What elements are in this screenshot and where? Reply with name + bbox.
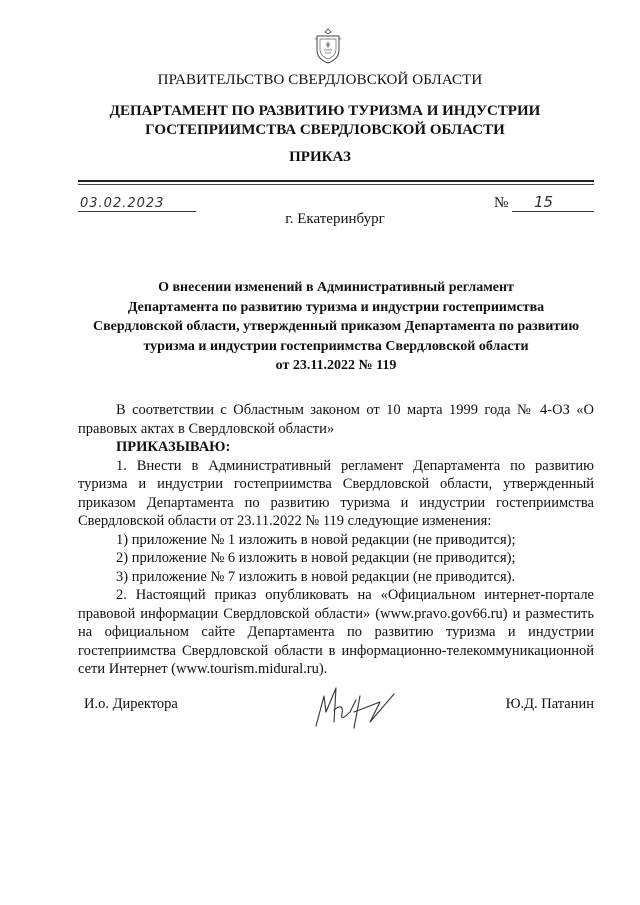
title-line: туризма и индустрии гостеприимства Свердловской области	[143, 338, 529, 354]
title-line: от 23.11.2022 № 119	[275, 358, 397, 373]
government-name: ПРАВИТЕЛЬСТВО СВЕРДЛОВСКОЙ ОБЛАСТИ	[157, 72, 483, 88]
title-line: О внесении изменений в Административный регламент	[158, 280, 514, 295]
signatory-name: Ю.Д. Патанин	[505, 696, 594, 712]
coat-of-arms-icon	[314, 28, 342, 64]
header-divider-thin	[78, 184, 594, 185]
sub-item-3: 3) приложение № 7 изложить в новой редакции (не приводится).	[116, 568, 516, 585]
document-type: ПРИКАЗ	[289, 149, 351, 165]
department-line-1: ДЕПАРТАМЕНТ ПО РАЗВИТИЮ ТУРИЗМА И ИНДУСТРИИ	[109, 103, 541, 119]
item-1: 1. Внести в Административный регламент Департамента по развитию туризма и индустрии гостеприимства Свердловской области, утвержденный приказом Департамента по развитию туризма и индустрии гостеприимства Свердловской области от 23.11.2022 № 119 следующие изменения:	[78, 457, 594, 529]
sub-item-1: 1) приложение № 1 изложить в новой редакции (не приводится);	[116, 531, 516, 548]
handwritten-signature	[310, 682, 402, 732]
order-word: ПРИКАЗЫВАЮ:	[116, 439, 231, 455]
title-line: Департамента по развитию туризма и индустрии гостеприимства	[127, 299, 545, 315]
department-name	[60, 102, 590, 140]
order-date: 03.02.2023	[80, 196, 165, 211]
order-body	[78, 401, 594, 679]
item-2: 2. Настоящий приказ опубликовать на «Официальном интернет-портале правовой информации Свердловской области» (www.pravo.gov66.ru) и разместить на официальном сайте Департамента по развитию туризма и индустрии гостеприимства Свердловской области в информационно-телекоммуникационной сети Интернет (www.tourism.midural.ru).	[78, 587, 594, 677]
preamble: В соответствии с Областным законом от 10 марта 1999 года № 4-ОЗ «О правовых актах в Свердловской области»	[78, 402, 594, 437]
order-title	[78, 278, 594, 376]
title-line: Свердловской области, утвержденный приказом Департамента по развитию	[92, 319, 580, 334]
sub-item-2: 2) приложение № 6 изложить в новой редакции (не приводится);	[116, 550, 516, 566]
city: г. Екатеринбург	[285, 211, 385, 227]
order-number: 15	[534, 193, 554, 211]
number-label: №	[494, 195, 509, 211]
signatory-position: И.о. Директора	[84, 696, 178, 712]
header-divider	[78, 180, 594, 182]
department-line-2: ГОСТЕПРИИМСТВА СВЕРДЛОВСКОЙ ОБЛАСТИ	[145, 122, 505, 138]
